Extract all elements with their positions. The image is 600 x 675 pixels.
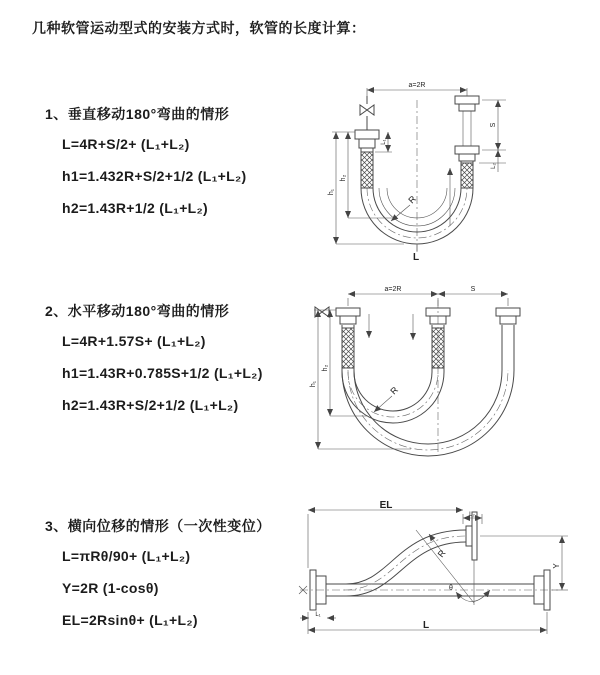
upper-right-flange <box>466 512 477 560</box>
section-1-heading: 1、垂直移动180°弯曲的情形 <box>45 106 230 122</box>
section-3-heading: 3、横向位移的情形（一次性变位） <box>45 518 271 534</box>
dim-label-s: S <box>470 286 476 293</box>
section-3-formula-EL: EL=2Rsinθ+ (L₁+L₂) <box>62 612 198 628</box>
right-upper-flange-fitting <box>455 96 479 146</box>
valve-icon <box>360 96 374 115</box>
section-2-formula-L: L=4R+1.57S+ (L₁+L₂) <box>62 333 206 349</box>
dim-label-l2: L₂ <box>469 512 475 518</box>
section-2-formula-h1: h1=1.43R+0.785S+1/2 (L₁+L₂) <box>62 365 263 381</box>
dim-label-a2r: a=2R <box>384 286 402 293</box>
dim-s <box>482 100 506 150</box>
dim-label-a2r: a=2R <box>408 82 426 89</box>
diagram-lateral-displacement <box>296 500 581 645</box>
dim-l2 <box>479 150 506 172</box>
dim-label-s: S <box>490 122 497 128</box>
section-1-formula-h1: h1=1.432R+S/2+1/2 (L₁+L₂) <box>62 168 247 184</box>
dim-a2r <box>348 286 438 306</box>
right-lower-flange-fitting <box>455 146 479 161</box>
section-2-formula-h2: h2=1.43R+S/2+1/2 (L₁+L₂) <box>62 397 239 413</box>
section-3-formula-Y: Y=2R (1-cosθ) <box>62 580 159 596</box>
valve-icon <box>315 307 329 317</box>
dim-l1 <box>375 132 392 152</box>
hose-u-bend-far <box>342 370 514 456</box>
page-title: 几种软管运动型式的安装方式时，软管的长度计算： <box>32 20 366 36</box>
dim-label-l2: L₂ <box>491 163 497 169</box>
section-1-formula-h2: h2=1.43R+1/2 (L₁+L₂) <box>62 200 209 216</box>
hose-verticals <box>342 325 514 372</box>
dim-s <box>438 286 508 306</box>
dim-label-h1: h₁ <box>310 380 317 388</box>
dim-h1 <box>310 310 411 449</box>
diagram-vertical-180-bend <box>312 70 527 262</box>
dim-y <box>480 536 568 590</box>
radius-label: R <box>388 384 401 397</box>
radius-construction <box>416 530 474 605</box>
dim-label-el: EL <box>379 500 393 511</box>
section-1-formula-L: L=4R+S/2+ (L₁+L₂) <box>62 136 190 152</box>
dim-label-h2: h₂ <box>340 174 347 182</box>
left-flange-fitting <box>336 308 360 324</box>
dim-a2r <box>367 82 467 96</box>
dim-label-l1: L₁ <box>381 139 387 145</box>
section-3-formula-L: L=πRθ/90+ (L₁+L₂) <box>62 548 191 564</box>
movement-arrows <box>369 314 413 340</box>
section-2-heading: 2、水平移动180°弯曲的情形 <box>45 303 230 319</box>
dim-label-h2: h₂ <box>322 364 329 372</box>
length-label: L <box>413 252 420 263</box>
s-curve-hose <box>344 530 466 596</box>
dim-label-l: L <box>422 620 430 631</box>
angle-theta <box>449 585 490 602</box>
hose-u-bend-near <box>342 372 444 423</box>
centerline <box>299 586 558 594</box>
length-label-group <box>413 245 419 263</box>
radius-label: R <box>406 193 419 206</box>
radius-leader <box>391 193 418 221</box>
diagram-horizontal-180-bend <box>306 284 541 462</box>
dim-label-h1: h₁ <box>328 188 335 196</box>
dim-el <box>308 500 463 568</box>
dim-l1 <box>300 612 336 618</box>
dim-label-y: Y <box>552 563 561 569</box>
radius-label: R <box>435 547 448 560</box>
dim-l <box>308 612 547 634</box>
right-flange-fitting <box>496 308 520 324</box>
angle-label: θ <box>449 585 453 592</box>
dim-label-l1: L₁ <box>315 612 321 618</box>
left-flange-fitting <box>355 116 379 148</box>
